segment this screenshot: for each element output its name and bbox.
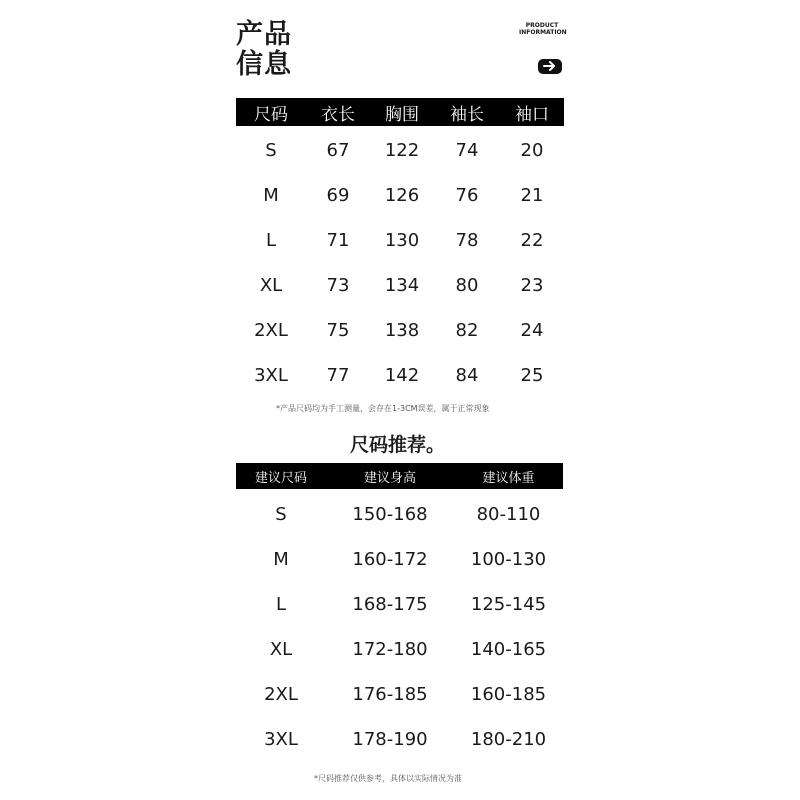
table-cell: 140-165 — [470, 639, 547, 660]
table-cell: 84 — [455, 365, 479, 386]
table-cell: 80 — [455, 275, 479, 296]
table-row — [236, 492, 563, 537]
recommend-table-header — [236, 463, 563, 489]
table-row — [236, 173, 564, 218]
table-cell: 172-180 — [352, 639, 428, 660]
size-table-header — [236, 98, 564, 126]
table-cell: 2XL — [264, 684, 298, 705]
table-cell: 76 — [455, 185, 479, 206]
table-cell: 22 — [520, 230, 544, 251]
table-cell: 134 — [384, 275, 420, 296]
table-cell: 67 — [326, 140, 350, 161]
recommend-table — [236, 463, 563, 762]
table-cell: M — [273, 549, 289, 570]
table-cell: 176-185 — [352, 684, 428, 705]
english-subtitle — [519, 22, 565, 36]
table-cell: XL — [259, 275, 283, 296]
table-cell: M — [263, 185, 279, 206]
table-cell: 100-130 — [470, 549, 547, 570]
table-cell: 21 — [520, 185, 544, 206]
table-row — [236, 218, 564, 263]
recommend-note: *尺码推荐仅供参考，具体以实际情况为准 — [314, 774, 462, 783]
table-cell: 77 — [326, 365, 350, 386]
measurement-note: *产品尺码均为手工测量，会存在1-3CM误差，属于正常现象 — [276, 404, 490, 413]
table-cell: 138 — [384, 320, 420, 341]
page-title — [236, 20, 292, 80]
table-row — [236, 537, 563, 582]
header-cell: 建议体重 — [482, 470, 535, 486]
header-cell: 尺码 — [254, 104, 288, 125]
header-cell: 建议身高 — [363, 470, 416, 486]
table-cell: 126 — [384, 185, 420, 206]
table-cell: 168-175 — [352, 594, 428, 615]
table-cell: L — [275, 594, 287, 615]
table-cell: 23 — [520, 275, 544, 296]
table-cell: 73 — [326, 275, 350, 296]
table-row — [236, 353, 564, 398]
table-cell: S — [275, 504, 287, 525]
table-cell: 20 — [520, 140, 544, 161]
table-cell: 71 — [326, 230, 350, 251]
table-cell: 75 — [326, 320, 350, 341]
table-row — [236, 717, 563, 762]
table-cell: 3XL — [264, 729, 298, 750]
table-cell: 180-210 — [470, 729, 547, 750]
table-cell: 25 — [520, 365, 544, 386]
header-cell: 胸围 — [385, 104, 419, 125]
table-cell: XL — [269, 639, 293, 660]
table-cell: 3XL — [254, 365, 288, 386]
table-cell: S — [265, 140, 277, 161]
table-cell: 130 — [384, 230, 420, 251]
header-cell: 衣长 — [321, 104, 355, 125]
table-cell: 160-185 — [470, 684, 547, 705]
title-line-2: 信息 — [236, 49, 292, 80]
header-cell: 建议尺码 — [254, 470, 307, 486]
english-subtitle-line-2: INFORMATION — [519, 29, 567, 36]
table-row — [236, 672, 563, 717]
size-table — [236, 98, 564, 398]
table-cell: 2XL — [254, 320, 288, 341]
table-cell: L — [265, 230, 277, 251]
table-row — [236, 128, 564, 173]
table-cell: 74 — [455, 140, 479, 161]
table-row — [236, 263, 564, 308]
table-cell: 122 — [384, 140, 420, 161]
header-cell: 袖长 — [450, 104, 484, 125]
table-cell: 78 — [455, 230, 479, 251]
table-cell: 125-145 — [470, 594, 547, 615]
table-cell: 150-168 — [352, 504, 428, 525]
title-line-1: 产品 — [236, 19, 292, 50]
header-cell: 袖口 — [515, 104, 549, 125]
table-row — [236, 627, 563, 672]
table-cell: 80-110 — [476, 504, 541, 525]
table-cell: 69 — [326, 185, 350, 206]
table-cell: 160-172 — [352, 549, 428, 570]
table-cell: 82 — [455, 320, 479, 341]
table-row — [236, 582, 563, 627]
table-cell: 142 — [384, 365, 420, 386]
table-row — [236, 308, 564, 353]
recommend-title: 尺码推荐。 — [350, 434, 446, 456]
arrow-right-icon — [538, 59, 562, 74]
table-cell: 24 — [520, 320, 544, 341]
english-subtitle-line-1: PRODUCT — [525, 22, 559, 29]
table-cell: 178-190 — [352, 729, 428, 750]
